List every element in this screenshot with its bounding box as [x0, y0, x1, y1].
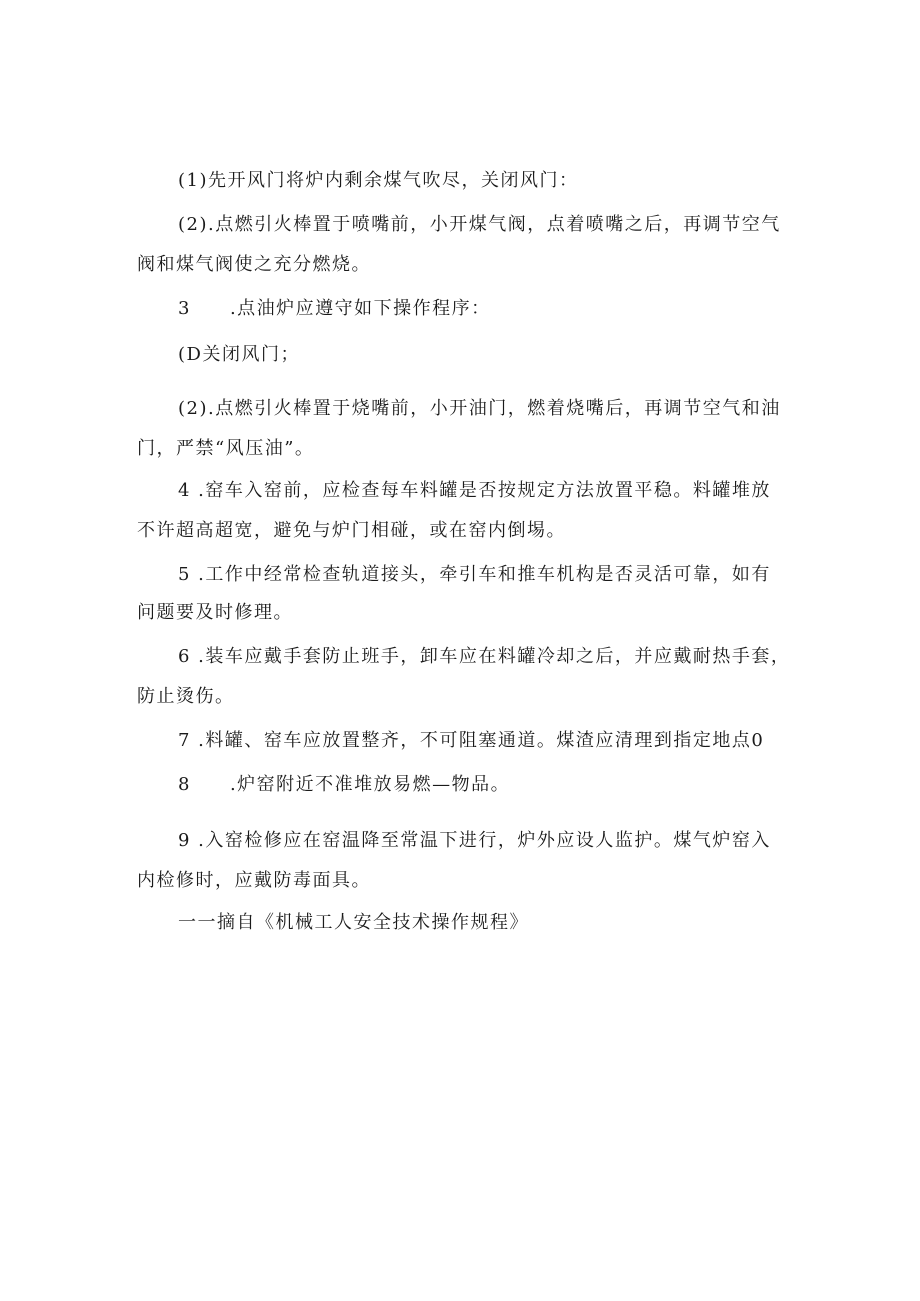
paragraph-8-line-2: 防止烫伤。 — [137, 686, 235, 707]
paragraph-6-line-2: 不许超高超宽，避免与炉门相碰，或在窑内倒埸。 — [137, 520, 566, 541]
paragraph-10-line-1: 8 .炉窑附近不准堆放易燃—物品。 — [178, 774, 511, 795]
paragraph-5-line-1: (2).点燃引火棒置于烧嘴前，小开油门，燃着烧嘴后，再调节空气和油 — [178, 398, 781, 419]
paragraph-7-line-2: 问题要及时修理。 — [137, 602, 293, 623]
paragraph-2-line-2: 阀和煤气阀使之充分燃烧。 — [137, 254, 371, 275]
paragraph-11-line-1: 9 .入窑检修应在窑温降至常温下进行，炉外应设人监护。煤气炉窑入 — [178, 830, 771, 851]
paragraph-9-line-1: 7 .料罐、窑车应放置整齐，不可阻塞通道。煤渣应清理到指定地点0 — [178, 730, 765, 751]
paragraph-4-line-1: (D关闭风门； — [178, 344, 300, 365]
paragraph-8-line-1: 6 .装车应戴手套防止班手，卸车应在料罐冷却之后，并应戴耐热手套， — [178, 646, 791, 667]
paragraph-1-line-1: (1)先开风门将炉内剩余煤气吹尽，关闭风门： — [178, 170, 579, 191]
paragraph-3-line-1: 3 .点油炉应遵守如下操作程序： — [178, 298, 491, 319]
source-citation: 一一摘自《机械工人安全技术操作规程》 — [178, 912, 529, 933]
paragraph-6-line-1: 4 .窑车入窑前，应检查每车料罐是否按规定方法放置平稳。料罐堆放 — [178, 480, 771, 501]
paragraph-2-line-1: (2).点燃引火棒置于喷嘴前，小开煤气阀，点着喷嘴之后，再调节空气 — [178, 214, 781, 235]
paragraph-11-line-2: 内检修时，应戴防毒面具。 — [137, 870, 371, 891]
paragraph-7-line-1: 5 .工作中经常检查轨道接头，牵引车和推车机构是否灵活可靠，如有 — [178, 564, 771, 585]
paragraph-5-line-2: 门，严禁“风压油”。 — [137, 438, 315, 459]
